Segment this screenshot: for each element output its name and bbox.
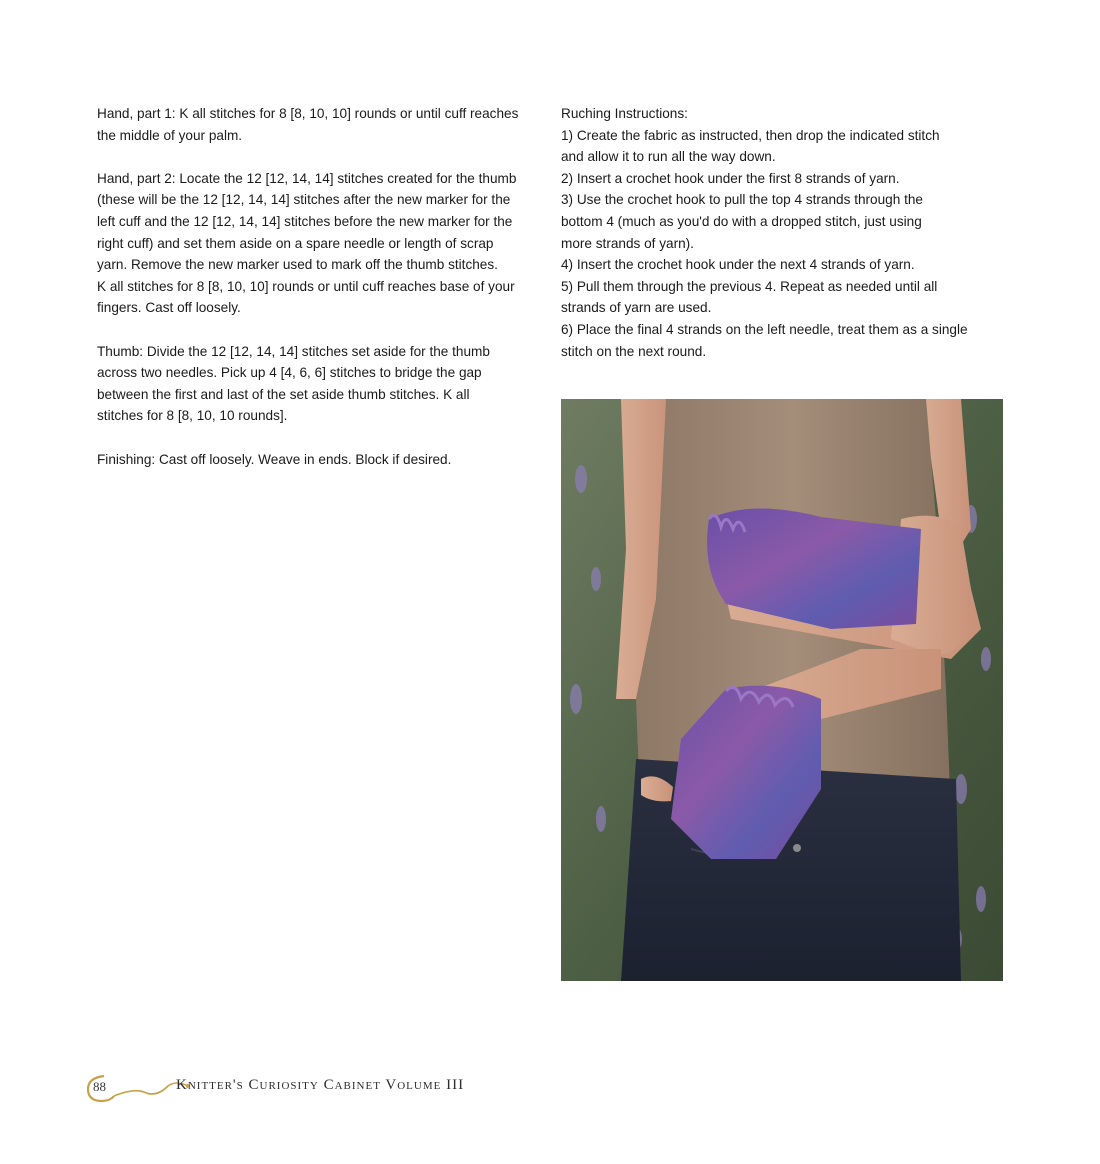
book-title: Knitter's Curiosity Cabinet Volume III bbox=[176, 1077, 465, 1093]
text-line: Hand, part 2: Locate the 12 [12, 14, 14] stitches created for the thumb bbox=[97, 170, 517, 186]
text-line: yarn. Remove the new marker used to mark off the thumb stitches. bbox=[97, 257, 498, 273]
text-line: the middle of your palm. bbox=[97, 127, 243, 143]
text-line: Finishing: Cast off loosely. Weave in ends. Block if desired. bbox=[97, 451, 452, 467]
page-footer bbox=[84, 1070, 504, 1106]
text-line: more strands of yarn). bbox=[561, 235, 694, 251]
text-line: 4) Insert the crochet hook under the next 4 strands of yarn. bbox=[561, 257, 915, 273]
text-line: stitches for 8 [8, 10, 10 rounds]. bbox=[97, 408, 288, 424]
text-line: between the first and last of the set aside thumb stitches. K all bbox=[97, 386, 470, 402]
finishing-paragraph bbox=[97, 449, 537, 471]
text-line: 2) Insert a crochet hook under the first 8 strands of yarn. bbox=[561, 170, 900, 186]
text-line: strands of yarn are used. bbox=[561, 300, 712, 316]
thumb-paragraph bbox=[97, 341, 537, 427]
text-line: 6) Place the final 4 strands on the left needle, treat them as a single bbox=[561, 321, 968, 337]
text-line: bottom 4 (much as you'd do with a dropped stitch, just using bbox=[561, 213, 922, 229]
text-line: 3) Use the crochet hook to pull the top 4 strands through the bbox=[561, 192, 923, 208]
text-line: and allow it to run all the way down. bbox=[561, 149, 776, 165]
text-line: right cuff) and set them aside on a spare needle or length of scrap bbox=[97, 235, 494, 251]
text-line: fingers. Cast off loosely. bbox=[97, 300, 241, 316]
photo-illustration bbox=[561, 399, 1003, 981]
page-number: 88 bbox=[93, 1079, 106, 1094]
text-line: 5) Pull them through the previous 4. Repeat as needed until all bbox=[561, 278, 938, 294]
text-line: Hand, part 1: K all stitches for 8 [8, 10, 10] rounds or until cuff reaches bbox=[97, 106, 519, 121]
left-column bbox=[97, 103, 537, 492]
ruching-instructions bbox=[561, 103, 1001, 362]
text-line: stitch on the next round. bbox=[561, 343, 707, 359]
mitts-photo bbox=[561, 399, 1003, 981]
ruching-heading: Ruching Instructions: bbox=[561, 106, 688, 121]
text-line: across two needles. Pick up 4 [4, 6, 6] stitches to bridge the gap bbox=[97, 365, 482, 381]
text-line: Thumb: Divide the 12 [12, 14, 14] stitches set aside for the thumb bbox=[97, 343, 490, 359]
hand-part2-paragraph bbox=[97, 168, 537, 319]
text-line: 1) Create the fabric as instructed, then drop the indicated stitch bbox=[561, 127, 940, 143]
text-line: left cuff and the 12 [12, 14, 14] stitches before the new marker for the bbox=[97, 213, 513, 229]
text-line: (these will be the 12 [12, 14, 14] stitches after the new marker for the bbox=[97, 192, 511, 208]
hand-part1-paragraph bbox=[97, 103, 537, 146]
text-line: K all stitches for 8 [8, 10, 10] rounds or until cuff reaches base of your bbox=[97, 278, 515, 294]
